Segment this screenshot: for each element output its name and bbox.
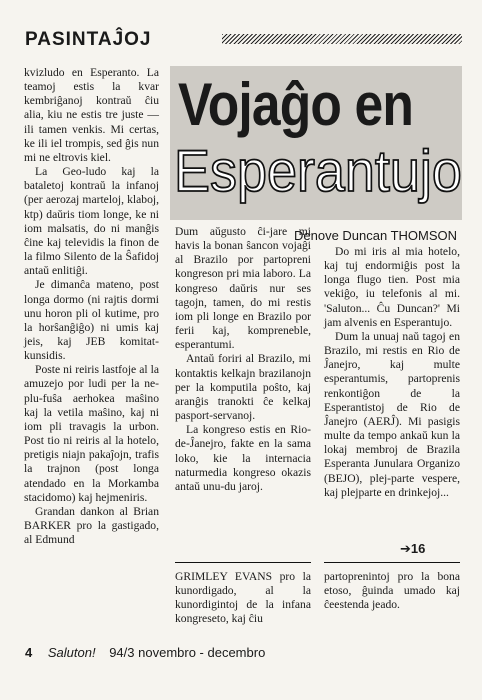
article-column-left bbox=[24, 66, 159, 547]
paragraph: La kongreso estis en Rio-de-Ĵanejro, fakte en la sama loko, kie la internacia naturmedia kongreso okazis antaŭ unu-du jaroj. bbox=[175, 423, 311, 493]
paragraph: Je dimanĉa mateno, post longa dormo (ni rajtis dormi unu horon pli ol kutime, pro la horŝanĝiĝo) ni umis kaj jeis, kaj JEB komitat-kunsidis. bbox=[24, 278, 159, 363]
paragraph: GRIMLEY EVANS pro la kunordigado, al la kunordigintoj de la infana kongreseto, kaj ĉiu bbox=[175, 570, 311, 626]
paragraph: Dum aŭgusto ĉi-jare mi havis la bonan ŝancon vojaĝi al Brazilo por partopreni kongreson pri mia laboro. La kongreso daŭris nur ses tagojn, tamen, do mi restis iom pli longe en Brazilo por ferii kaj, kompreneble, esperantumi. bbox=[175, 225, 311, 352]
paragraph: Dum la unuaj naŭ tagoj en Brazilo, mi restis en Rio de Ĵanejro, kaj multe esperantumis, partoprenis renkontiĝon de la Esperantistoj de Rio de Ĵanejro (AERĴ). Mi pasigis multe da tempo ankaŭ kun la lokaj membroj de Brazila Esperanta Junulara Organizo (BEJO), plej-parte vespere, kaj plejparte en drinkejoj... bbox=[324, 329, 460, 499]
magazine-name: Saluton! bbox=[47, 645, 96, 660]
paragraph: Antaŭ foriri al Brazilo, mi kontaktis kelkajn brazilanojn per la komputila poŝto, kaj aranĝis tranokti ĉe kelkaj pasport-servanoj. bbox=[175, 352, 311, 423]
paragraph: partoprenintoj pro la bona etoso, ĝuinda umado kaj ĉeestenda jeado. bbox=[324, 570, 460, 612]
paragraph: La Geo-ludo kaj la bataletoj kontraŭ la infanoj (per aerozaj marteloj, klaboj, ktp) daŭris tiom longe, ke ni iom malsatis, do ni manĝis ĉine kaj televidis la finon de la filmo Silento de la Ŝafidoj antaŭ enlitiĝi. bbox=[24, 165, 159, 278]
paragraph: Poste ni reiris lastfoje al la amuzejo por ludi per la ne-plu-fuŝa aerhokea maŝino kaj la vetila maŝino, kaj ni iom pli travagis la urbon. Post tio ni reiris al la hotelo, pretigis niajn pakaĵojn, trafis la trajnon (post longa atendado en la Morkamba stacidomo) kaj hejmeniris. bbox=[24, 363, 159, 504]
divider-middle bbox=[175, 562, 311, 563]
article-column-right bbox=[324, 245, 460, 500]
acknowledgement-column-middle bbox=[175, 570, 311, 627]
byline: Denove Duncan THOMSON bbox=[294, 228, 458, 243]
paragraph: Grandan dankon al Brian BARKER pro la gastigado, al Edmund bbox=[24, 504, 159, 547]
paragraph: Do mi iris al mia hotelo, kaj tuj endormiĝis post la longa flugo tien. Post mia vekiĝo, iu telefonis al mi. 'Saluton... Ĉu Duncan?' Mi jam alvenis en Esperantujo. bbox=[324, 245, 460, 329]
continued-arrow: ➔16 bbox=[400, 541, 426, 556]
paragraph: kvizludo en Esperanto. La teamoj estis la kvar kembriĝanoj kontraŭ ĉiu alia, kiu ne estis tre juste — ili tamen venkis. Mi certas, ke ili iel trompis, sed ĝis nun mi ne eltrovis kiel. bbox=[24, 66, 159, 164]
issue-months: novembro - decembro bbox=[138, 645, 266, 660]
divider-right bbox=[324, 562, 460, 563]
acknowledgement-column-right bbox=[324, 570, 460, 612]
issue-number: 94/3 bbox=[109, 645, 135, 660]
article-column-middle bbox=[175, 225, 311, 494]
headline-line-1: Vojaĝo en bbox=[178, 71, 413, 138]
page-number: 4 bbox=[25, 645, 33, 660]
section-title: PASINTAĴOJ bbox=[25, 29, 152, 50]
page-footer bbox=[25, 645, 265, 660]
header-hatch-bar bbox=[222, 34, 462, 44]
headline-line-2: Esperantujo bbox=[174, 139, 462, 204]
